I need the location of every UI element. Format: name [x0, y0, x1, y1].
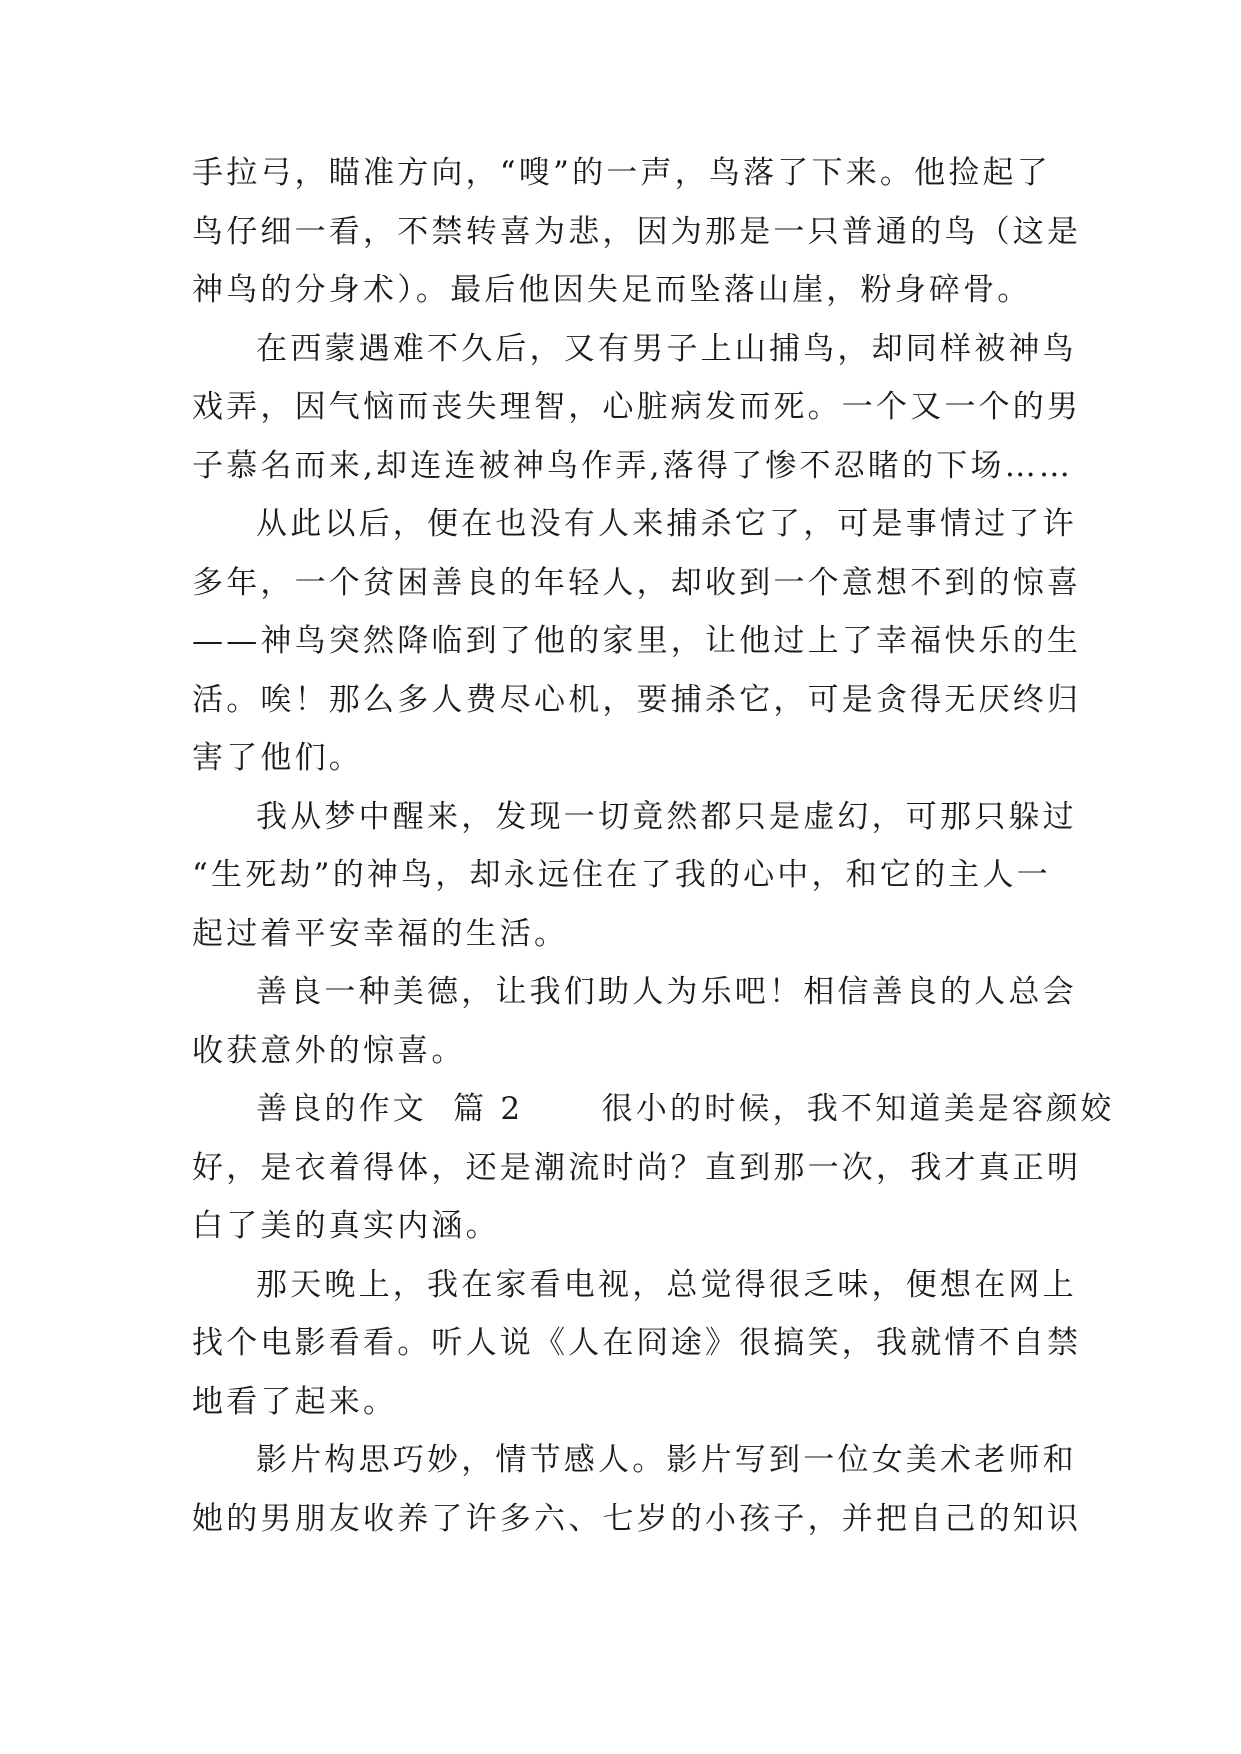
text-line-indented: 影片构思巧妙，情节感人。影片写到一位女美术老师和	[256, 1442, 1077, 1478]
text-line-indented: 从此以后，便在也没有人来捕杀它了，可是事情过了许	[256, 506, 1077, 542]
text-line: 神鸟的分身术）。最后他因失足而坠落山崖，粉身碎骨。	[192, 272, 1032, 308]
text-line: 地看了起来。	[192, 1383, 398, 1420]
document-page	[192, 144, 1115, 1548]
text-line: 活。唉！那么多人费尽心机，要捕杀它，可是贪得无厌终归	[192, 681, 1082, 718]
text-line-indented: 善良一种美德，让我们助人为乐吧！相信善良的人总会	[256, 974, 1077, 1010]
text-line: 收获意外的惊喜。	[192, 1032, 466, 1069]
text-line: 鸟仔细一看，不禁转喜为悲，因为那是一只普通的鸟（这是	[192, 213, 1082, 250]
text-line: 多年，一个贫困善良的年轻人，却收到一个意想不到的惊喜	[192, 564, 1082, 601]
text-line: 子慕名而来,却连连被神鸟作弄,落得了惨不忍睹的下场……	[192, 447, 1074, 484]
text-line-indented: 在西蒙遇难不久后，又有男子上山捕鸟，却同样被神鸟	[256, 330, 1077, 367]
text-line: 白了美的真实内涵。	[192, 1208, 500, 1244]
text-line: 起过着平安幸福的生活。	[192, 915, 569, 952]
text-line: 害了他们。	[192, 740, 363, 776]
text-line-indented: 我从梦中醒来，发现一切竟然都只是虚幻，可那只躲过	[256, 798, 1077, 835]
text-line: 找个电影看看。听人说《人在冏途》很搞笑，我就情不自禁	[192, 1325, 1082, 1361]
text-line: “生死劫”的神鸟，却永远住在了我的心中，和它的主人一	[192, 857, 1051, 893]
section-heading-line: 善良的作文 篇 2 很小的时候，我不知道美是容颜姣	[256, 1091, 1115, 1127]
text-line: 手拉弓，瞄准方向，“嗖”的一声，鸟落了下来。他捡起了	[192, 155, 1051, 191]
text-line: 她的男朋友收养了许多六、七岁的小孩子，并把自己的知识	[192, 1500, 1082, 1537]
text-line: 好，是衣着得体，还是潮流时尚？直到那一次，我才真正明	[192, 1149, 1082, 1186]
text-line-indented: 那天晚上，我在家看电视，总觉得很乏味，便想在网上	[256, 1266, 1077, 1303]
text-line: 戏弄，因气恼而丧失理智，心脏病发而死。一个又一个的男	[192, 389, 1082, 425]
text-line: ——神鸟突然降临到了他的家里，让他过上了幸福快乐的生	[192, 623, 1082, 659]
